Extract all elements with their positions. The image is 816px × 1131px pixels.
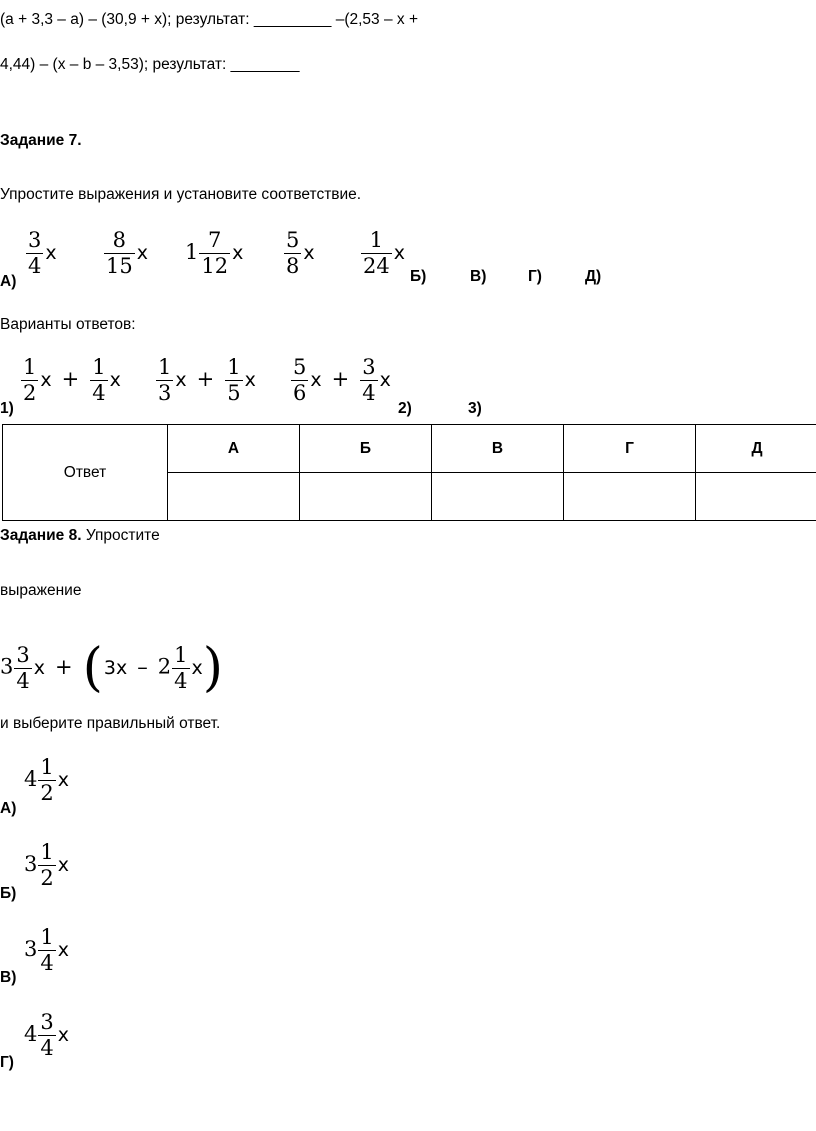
task7-title: Задание 7.: [0, 132, 82, 149]
option-d-label: Д): [585, 268, 602, 285]
column-header-a: А: [168, 425, 300, 473]
task8-expression: 3 $\frac{3}{4}$ x + (3x – 2 $\frac{1}{4}$ x): [0, 638, 224, 698]
answer-table: [2, 424, 816, 521]
option-v-expression: 1 $\frac{7}{12}$ x: [185, 228, 244, 278]
task8-line-2: выражение: [0, 582, 82, 599]
answer-2-label: 2): [398, 400, 412, 417]
column-header-d: Д: [696, 425, 816, 473]
column-header-b: Б: [300, 425, 432, 473]
column-header-g: Г: [564, 425, 696, 473]
option-a-expression: $\frac{3}{4}$ x: [28, 228, 57, 278]
task6-line-1: (a + 3,3 – a) – (30,9 + x); результат: _________ –(2,53 – x +: [0, 11, 419, 28]
answer-row-label: Ответ: [3, 425, 168, 521]
choice-v-expression: 3 $\frac{1}{4}$ x: [24, 925, 69, 975]
choice-a-label: А): [0, 800, 17, 817]
task7-instruction: Упростите выражения и установите соответствие.: [0, 186, 362, 203]
choice-g-label: Г): [0, 1054, 14, 1071]
task8-instruction: и выберите правильный ответ.: [0, 715, 221, 732]
task8-title: Задание 8.: [0, 527, 82, 544]
choice-b-expression: 3 $\frac{1}{2}$ x: [24, 840, 69, 890]
task8-title-rest: Упростите: [81, 527, 160, 544]
answer-cell-a[interactable]: [168, 473, 300, 521]
option-g-label: Г): [528, 268, 542, 285]
answer-2-expression: $\frac{1}{3}$ x + $\frac{1}{5}$ x: [158, 355, 256, 405]
option-g-expression: $\frac{5}{8}$ x: [286, 228, 315, 278]
answers-heading: Варианты ответов:: [0, 316, 136, 333]
option-b-expression: $\frac{8}{15}$ x: [106, 228, 148, 278]
choice-g-expression: 4 $\frac{3}{4}$ x: [24, 1010, 69, 1060]
column-header-v: В: [432, 425, 564, 473]
option-a-label: А): [0, 273, 17, 290]
answer-cell-d[interactable]: [696, 473, 816, 521]
answer-cell-g[interactable]: [564, 473, 696, 521]
answer-1-expression: $\frac{1}{2}$ x + $\frac{1}{4}$ x: [23, 355, 121, 405]
answer-cell-b[interactable]: [300, 473, 432, 521]
option-b-label: Б): [410, 268, 427, 285]
option-d-expression: $\frac{1}{24}$ x: [363, 228, 405, 278]
answer-1-label: 1): [0, 400, 14, 417]
table-header-row: [3, 425, 816, 473]
task8-title-line: [0, 528, 160, 544]
task6-line-2: 4,44) – (x – b – 3,53); результат: ________: [0, 56, 300, 73]
answer-3-label: 3): [468, 400, 482, 417]
choice-b-label: Б): [0, 885, 17, 902]
option-v-label: В): [470, 268, 487, 285]
choice-v-label: В): [0, 969, 17, 986]
answer-3-expression: $\frac{5}{6}$ x + $\frac{3}{4}$ x: [293, 355, 391, 405]
choice-a-expression: 4 $\frac{1}{2}$ x: [24, 755, 69, 805]
answer-cell-v[interactable]: [432, 473, 564, 521]
